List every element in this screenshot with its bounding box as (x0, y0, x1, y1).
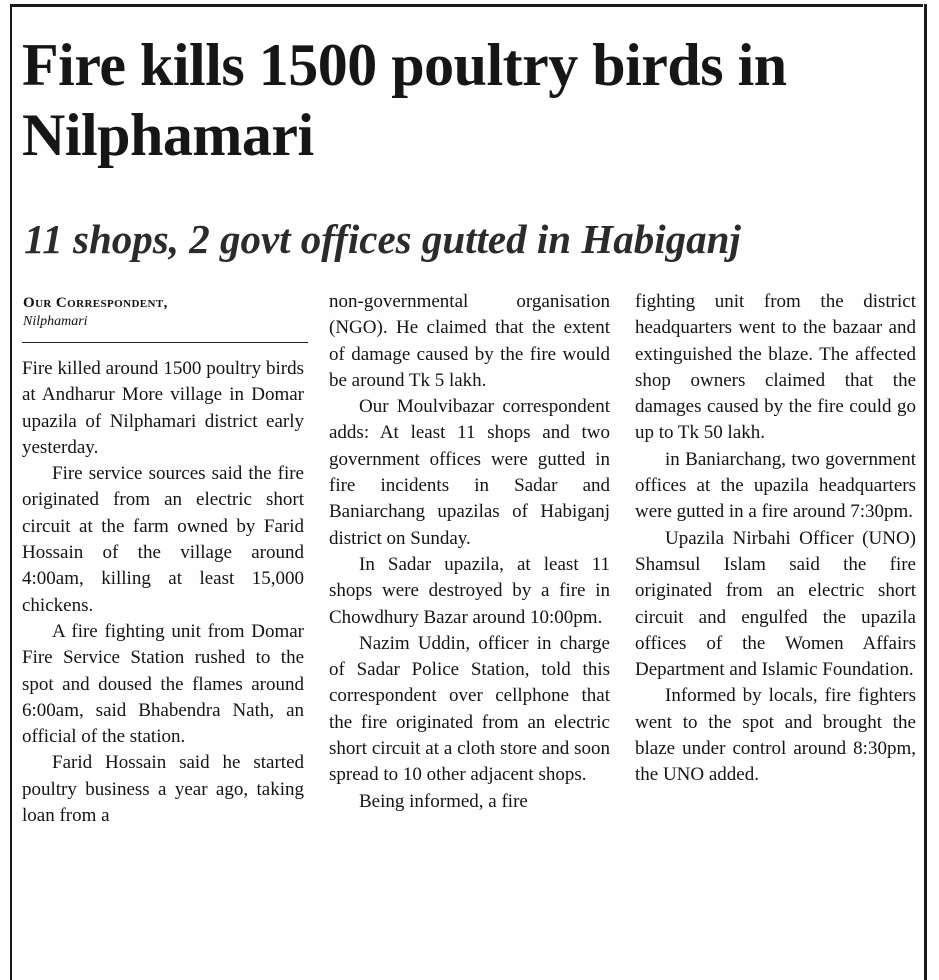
paragraph: Fire service sources said the fire originated from an electric short circuit at the farm owned by Farid Hossain of the village around 4:00am, killing at least 15,000 chickens. (22, 463, 304, 616)
article-column-2 (329, 289, 610, 815)
paragraph: in Baniarchang, two government offices at the upazila headquarters were gutted in a fire around 7:30pm. (635, 448, 916, 523)
article-column-3 (635, 289, 916, 789)
paragraph: A fire fighting unit from Domar Fire Service Station rushed to the spot and doused the flames around 6:00am, said Bhabendra Nath, an official of the station. (22, 620, 304, 748)
paragraph: Our Moulvibazar correspondent adds: At least 11 shops and two government offices were gutted in fire incidents in Sadar and Baniarchang upazilas of Habiganj district on Sunday. (329, 396, 610, 549)
paragraph: Farid Hossain said he started poultry business a year ago, taking loan from a (22, 752, 304, 827)
byline-location: Nilphamari (23, 314, 88, 329)
paragraph: Fire killed around 1500 poultry birds at Andharur More village in Domar upazila of Nilphamari district early yesterday. (22, 358, 304, 458)
paragraph: Nazim Uddin, officer in charge of Sadar Police Station, told this correspondent over cellphone that the fire originated from an electric short circuit at a cloth store and soon spread to 10 other adjacent shops. (329, 632, 610, 786)
paragraph: Informed by locals, fire fighters went to the spot and brought the blaze under control around 8:30pm, the UNO added. (635, 685, 916, 786)
byline (23, 293, 308, 331)
article-column-1 (22, 356, 304, 829)
paragraph: Upazila Nirbahi Officer (UNO) Shamsul Islam said the fire originated from an electric short circuit and engulfed the upazila offices of the Women Affairs Department and Islamic Foundation. (635, 527, 916, 681)
headline: Fire kills 1500 poultry birds in Nilphamari (22, 32, 787, 168)
subheadline: 11 shops, 2 govt offices gutted in Habiganj (24, 216, 741, 262)
paragraph: fighting unit from the district headquarters went to the bazaar and extinguished the blaze. The affected shop owners claimed that the damages caused by the fire could go up to Tk 50 lakh. (635, 291, 916, 444)
left-border-rule (10, 4, 12, 980)
paragraph: In Sadar upazila, at least 11 shops were destroyed by a fire in Chowdhury Bazar around 10:00pm. (329, 553, 610, 628)
byline-divider (22, 342, 308, 343)
paragraph: Being informed, a fire (359, 790, 528, 812)
paragraph: non-governmental organisation (NGO). He claimed that the extent of damage caused by the fire would be around Tk 5 lakh. (329, 291, 610, 391)
right-border-rule (924, 4, 927, 980)
byline-name: Our Correspondent, (23, 295, 168, 311)
top-border-rule (12, 4, 923, 7)
